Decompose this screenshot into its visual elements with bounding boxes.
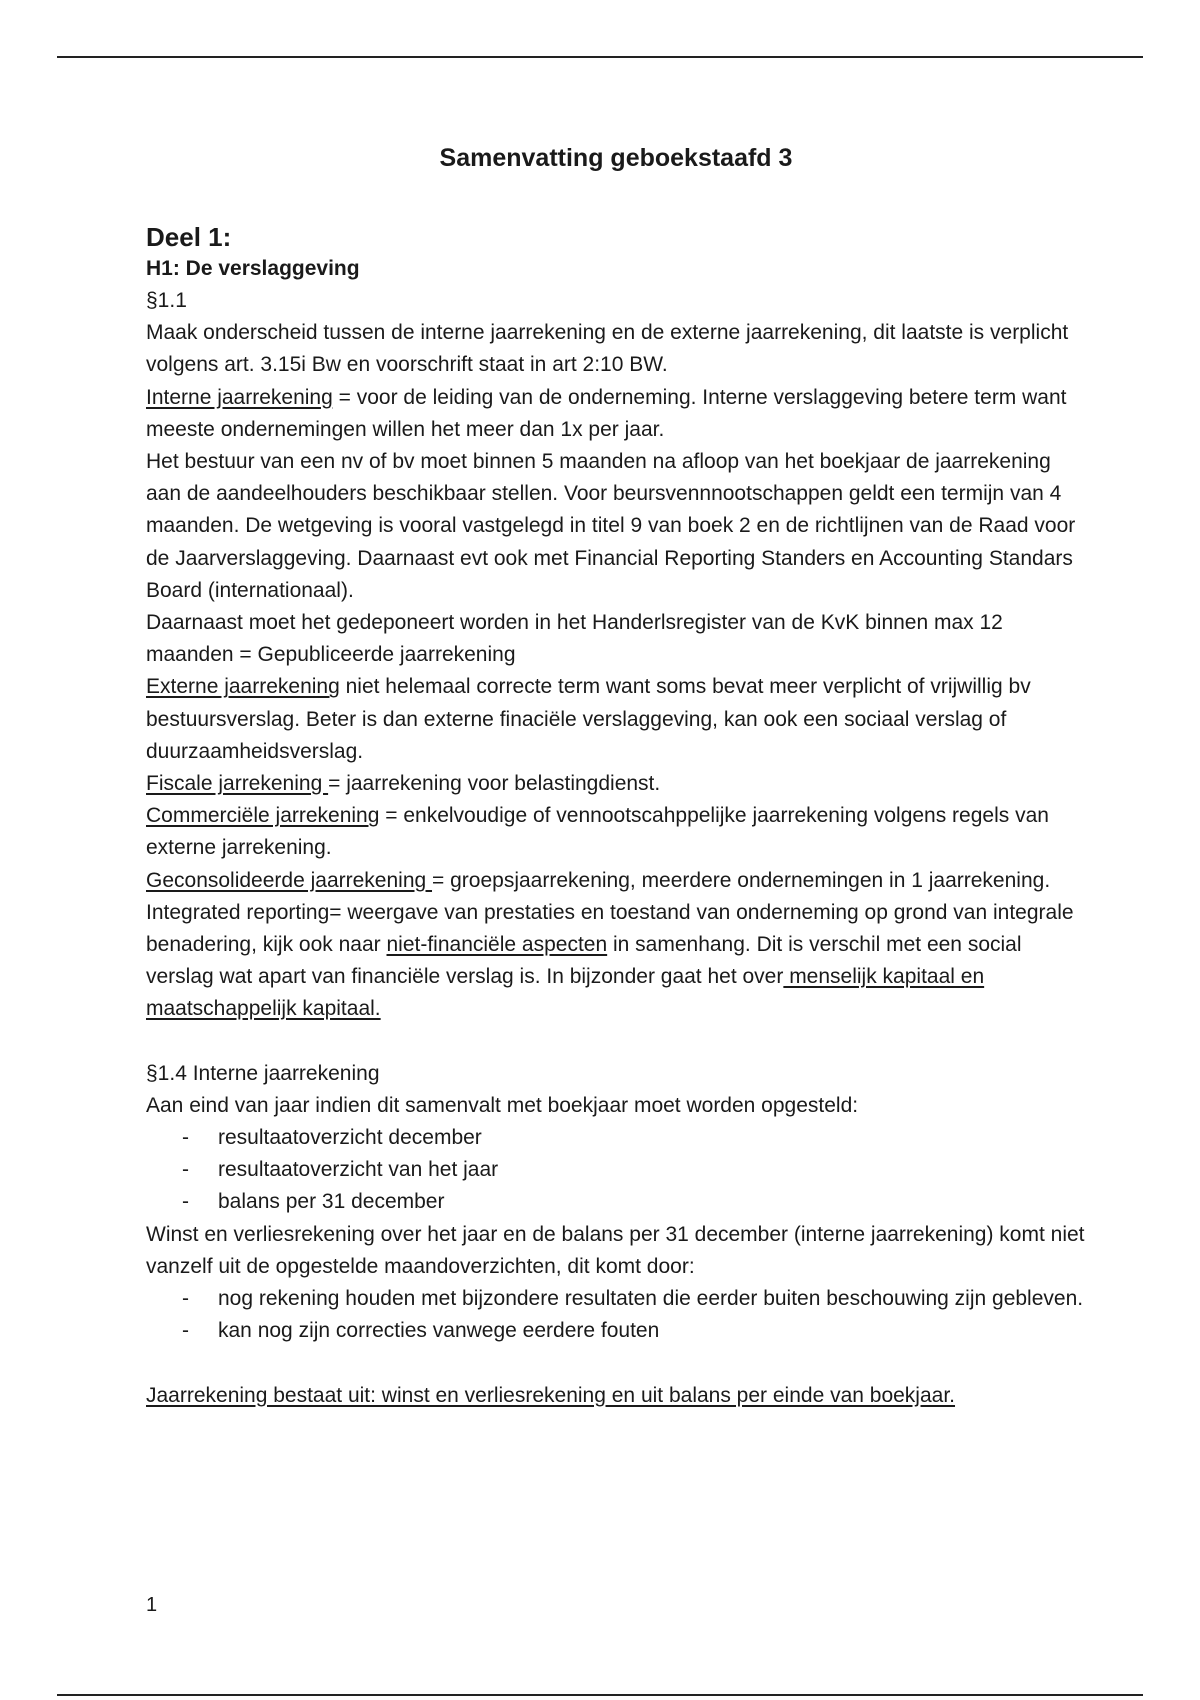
paragraph-integrated-reporting — [146, 897, 1086, 1026]
paragraph-bestuur: Het bestuur van een nv of bv moet binnen 5 maanden na afloop van het boekjaar de jaarrekening aan de aandeelhouders beschikbaar stellen. Voor beursvennnootschappen geldt een termijn van 4 maanden. De wetgeving is vooral vastgelegd in titel 9 van boek 2 en de richtlijnen van de Raad voor de Jaarverslaggeving. Daarnaast evt ook met Financial Reporting Standers en Accounting Standars Board (internationaal). — [146, 450, 1076, 602]
definition-geconsolideerde: = groepsjaarrekening, meerdere ondernemingen in 1 jaarrekening. — [432, 868, 1051, 892]
header-rule — [57, 56, 1143, 58]
paragraph-winst-verlies: Winst en verliesrekening over het jaar en de balans per 31 december (interne jaarrekening) komt niet vanzelf uit de opgestelde maandoverzichten, dit komt door: — [146, 1222, 1085, 1278]
term-geconsolideerde-jaarrekening: Geconsolideerde jaarrekening — [146, 868, 433, 892]
page-number: 1 — [146, 1594, 158, 1616]
list-item: - resultaatoverzicht van het jaar — [146, 1154, 1086, 1186]
paragraph-intro: Maak onderscheid tussen de interne jaarrekening en de externe jaarrekening, dit laatste is verplicht volgens art. 3.15i Bw en voorschrift staat in art 2:10 BW. — [146, 321, 1069, 377]
paragraph-commerciele — [146, 800, 1086, 864]
list-oorzaken — [146, 1283, 1086, 1347]
section-heading-1-1: §1.1 — [146, 289, 187, 312]
term-niet-financiele-aspecten: niet-financiële aspecten — [386, 933, 608, 957]
paragraph-geconsolideerde — [146, 865, 1086, 897]
list-item: - nog rekening houden met bijzondere resultaten die eerder buiten beschouwing zijn gebleven. — [146, 1283, 1086, 1315]
term-kapitaal: menselijk kapitaal en maatschappelijk kapitaal. — [146, 965, 985, 1021]
paragraph-deponeren: Daarnaast moet het gedeponeert worden in het Handerlsregister van de KvK binnen max 12 maanden = Gepubliceerde jaarrekening — [146, 611, 1003, 667]
list-item: - balans per 31 december — [146, 1186, 1086, 1218]
paragraph-conclusion — [146, 1380, 1086, 1412]
paragraph-fiscale — [146, 768, 1086, 800]
part-heading: Deel 1: — [146, 222, 232, 252]
list-opstellen — [146, 1122, 1086, 1219]
section-heading-1-4: §1.4 Interne jaarrekening — [146, 1061, 380, 1085]
term-externe-jaarrekening: Externe jaarrekening — [146, 675, 340, 699]
definition-commerciele: = enkelvoudige of vennootscahppelijke jaarrekening volgens regels van externe jarrekening. — [146, 804, 1049, 860]
term-fiscale-jaarrekening: Fiscale jarrekening — [146, 772, 329, 796]
definition-fiscale: = jaarrekening voor belastingdienst. — [328, 772, 661, 796]
list-item: - kan nog zijn correcties vanwege eerdere fouten — [146, 1315, 1086, 1347]
document-title: Samenvatting geboekstaafd 3 — [439, 144, 793, 172]
document-body — [146, 140, 1086, 1412]
definition-interne: = voor de leiding van de onderneming. Interne verslaggeving betere term want meeste ondernemingen willen het meer dan 1x per jaar. — [146, 385, 1067, 441]
paragraph-externe — [146, 671, 1086, 768]
paragraph-interne — [146, 382, 1086, 446]
term-interne-jaarrekening: Interne jaarrekening — [146, 385, 333, 409]
conclusion-text: Jaarrekening bestaat uit: winst en verliesrekening en uit balans per einde van boekjaar. — [146, 1383, 956, 1407]
term-commerciele-jaarrekening: Commerciële jarrekening — [146, 804, 380, 828]
ir-text-1: Integrated reporting= weergave van prestaties en toestand van onderneming op grond van integrale benadering, kijk ook naar — [146, 900, 1074, 957]
ir-text-2: in samenhang. Dit is verschil met een social verslag wat apart van financiële verslag is. In bijzonder gaat het over — [146, 933, 1022, 989]
definition-externe: niet helemaal correcte term want soms bevat meer verplicht of vrijwillig bv bestuursverslag. Beter is dan externe finaciële verslaggeving, kan ook een sociaal verslag of duurzaamheidsverslag. — [146, 675, 1031, 763]
chapter-heading: H1: De verslaggeving — [146, 257, 360, 280]
list-item: - resultaatoverzicht december — [146, 1122, 1086, 1154]
footer-rule — [57, 1694, 1143, 1696]
paragraph-eind-van-jaar: Aan eind van jaar indien dit samenvalt met boekjaar moet worden opgesteld: — [146, 1093, 859, 1117]
